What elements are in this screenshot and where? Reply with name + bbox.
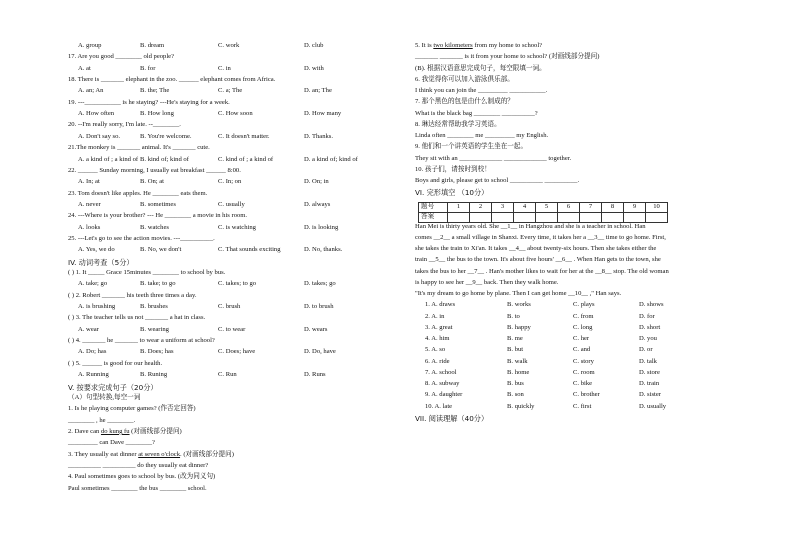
answer-option: A. at [78,64,91,72]
answer-option: B. the; The [140,87,170,95]
question-line: 21.The monkey is _______ animal. It's _______ cute. [68,144,210,152]
answer-cell[interactable] [514,212,536,222]
answer-option: A. never [78,200,101,208]
answer-option: B. Runing [140,371,168,379]
answer-option: D. On; in [304,178,329,186]
answer-option: B. but [507,346,524,354]
question-number-label: 题号 [419,202,448,212]
question-line: 19. ---___________ is he staying? ---He's staying for a week. [68,98,230,106]
section-heading: VII. 阅读理解（40分） [415,413,489,423]
answer-option: C. bike [573,380,593,388]
answer-option: D. you [639,335,657,343]
underlined-phrase: two kilometers [433,42,473,49]
question-line: ( ) 2. Robert _______ his teeth three times a day. [68,291,197,299]
question-number-cell: 2 [470,202,492,212]
question-line: 6. 我觉得你可以加入游泳俱乐部。 [415,75,514,83]
answer-cell[interactable] [580,212,602,222]
answer-option: D. short [639,323,661,331]
answer-option: D. store [639,368,660,376]
answer-option: A. group [78,42,102,49]
answer-option: B. brushes [140,303,168,311]
answer-option: B. happy [507,323,531,331]
question-line: is happy to see her __9__ back. Then they walk home. [415,278,559,286]
answer-label: 答案 [419,212,448,222]
question-number-cell: 1 [448,202,470,212]
answer-option: C. and [573,346,591,354]
answer-option: 8. A. subway [425,380,460,388]
answer-option: B. home [507,368,530,376]
answer-option: D. usually [639,402,667,410]
question-line: _______ _______ is it from your home to school? (对画线部分提问) [415,53,600,61]
answer-option: C. That sounds exciting [218,246,281,254]
question-line: I think you can join the _________ ___________. [415,87,548,94]
question-line: train __5__ the bus to the town. It's about five hours' __6__ . When Han gets to the town, she [415,256,661,264]
answer-option: B. walk [507,357,528,365]
answer-option: C. takes; to go [218,280,257,288]
answer-option: D. takes; go [304,280,336,288]
question-line: Boys and girls, please get to school __________ __________. [415,177,580,184]
answer-table [418,202,668,223]
question-line [68,452,234,459]
answer-option: B. for [140,64,156,72]
answer-option: 7. A. school [425,368,457,376]
answer-option: C. Run [218,371,237,379]
question-line: Paul sometimes ________ the bus ________ school. [68,484,207,492]
answer-option: C. work [218,42,240,49]
question-number-cell: 9 [624,202,646,212]
answer-option: D. How many [304,110,342,118]
answer-option: B. kind of; kind of [140,155,189,163]
question-number-cell: 8 [602,202,624,212]
answer-option: C. in [218,64,231,72]
question-text: from my home to school? [472,42,543,49]
answer-option: B. sometimes [140,200,176,208]
answer-option: A. Do; has [78,348,107,356]
question-line: 9. 他们和一个讲英语的学生坐在一起。 [415,143,528,151]
answer-option: C. It doesn't matter. [218,132,270,140]
question-line: ( ) 1. It _____ Grace 15minutes ________ to school by bus. [68,269,226,276]
question-line: (B). 根据汉语意思完成句子，每空限填一词。 [415,64,546,72]
answer-option: A. In; at [78,178,100,186]
answer-option: C. to wear [218,325,246,333]
answer-cell[interactable] [602,212,624,222]
answer-option: C. room [573,368,595,376]
answer-cell[interactable] [492,212,514,222]
answer-option: D. for [639,312,655,320]
question-line: takes the bus to her __7__ . Han's mother likes to wait for her at the __8__ stop. The old woman [415,267,669,275]
answer-option: C. story [573,357,594,365]
answer-option: 5. A. so [425,346,446,354]
answer-option: D. or [639,346,653,354]
question-text: 3. They usually eat dinner [68,450,139,458]
answer-option: B. Does; has [140,348,174,356]
answer-option: 6. A. ride [425,357,450,365]
answer-option: 3. A. great [425,323,453,331]
question-line: 25. ---Let's go to see the action movies. ---__________. [68,234,215,242]
question-number-cell: 3 [492,202,514,212]
question-line: ________ , he ________. [68,416,136,424]
question-line: （A）句型转换,每空一词 [68,393,141,401]
section-heading: VI. 完形填空 （10分） [415,188,489,198]
answer-option: B. take; to go [140,280,176,288]
underlined-phrase: at seven o'clock [138,450,181,458]
answer-option: D. Do, have [304,348,336,356]
section-heading: V. 按要求完成句子（20分） [68,382,158,392]
answer-option: 4. A. him [425,335,450,343]
answer-option: C. kind of ; a kind of [218,155,274,163]
question-line: 10. 孩子们，请按时到校！ [415,165,491,173]
question-line: 20. --I'm really sorry, I'm late. --________. [68,121,181,129]
answer-option: D. shows [639,301,664,309]
answer-cell[interactable] [558,212,580,222]
question-line: 17. Are you good ________ old people? [68,53,175,61]
answer-option: D. is looking [304,223,339,231]
question-line: They sit with an _____________ _____________ together. [415,154,572,162]
answer-option: D. a kind of; kind of [304,155,358,163]
answer-option: D. with [304,64,324,72]
question-line: __________ __________ do they usually eat dinner? [68,461,209,469]
question-line: comes __2__ a small village in Shanxi. Every time, it takes her a __3__ time to go home. First, [415,233,666,241]
question-line: 18. There is _______ elephant in the zoo. ______ elephant comes from Africa. [68,76,276,84]
answer-option: B. You're welcome. [140,132,192,140]
question-line: she takes the train to Xi'an. It takes __4__ about twenty-six hours. Then she takes either the [415,245,657,253]
answer-option: D. an; The [304,87,332,95]
answer-option: B. bus [507,380,524,388]
answer-option: A. is brushing [78,303,116,311]
answer-option: D. club [304,42,324,49]
answer-option: B. On; at [140,178,164,186]
answer-option: B. quickly [507,402,535,410]
answer-option: B. dream [140,42,165,49]
section-heading: IV. 动词考查（5分） [68,257,134,267]
question-text: (对画线部分提问) [129,427,182,435]
answer-option: 2. A. in [425,312,445,320]
question-number-cell: 7 [580,202,602,212]
answer-option: A. How often [78,110,115,118]
answer-option: B. No, we don't [140,246,182,254]
question-line: "It's my dream to go home by plane. Then I can get home __10__ ," Han says. [415,290,622,298]
answer-option: B. works [507,301,531,309]
question-line: Linda often ________ me _________ my English. [415,132,549,139]
question-line: 1. Is he playing computer games? (作否定回答) [68,405,196,413]
answer-option: B. me [507,335,523,343]
question-line: 22. ______ Sunday morning, I usually eat breakfast ______ 8:00. [68,166,241,174]
question-line: ( ) 4. _______ he _______ to wear a uniform at school? [68,337,215,345]
question-line: Han Mei is thirty years old. She __1__ in Hangzhou and she is a teacher in school. Han [415,222,646,230]
answer-option: 9. A. daughter [425,391,463,399]
question-text: 2. Dave can [68,427,101,435]
answer-option: A. take; go [78,280,108,288]
question-line: 23. Tom doesn't like apples. He ________ eats them. [68,189,208,197]
answer-option: C. In; on [218,178,242,186]
answer-option: D. wears [304,325,328,333]
answer-option: B. watches [140,223,169,231]
answer-cell[interactable] [470,212,492,222]
answer-option: B. son [507,391,524,399]
answer-option: D. sister [639,391,661,399]
question-text: 5. It is [415,42,434,49]
question-number-cell: 10 [646,202,668,212]
answer-option: D. train [639,380,660,388]
answer-cell[interactable] [646,212,668,222]
question-number-cell: 6 [558,202,580,212]
answer-option: D. to brush [304,303,334,311]
answer-option: C. is watching [218,223,256,231]
question-line: _________ can Dave ________? [68,439,155,447]
question-line: ( ) 5. ______ is good for our health. [68,359,163,367]
underlined-phrase: do kung fu [100,427,130,435]
answer-option: C. her [573,335,590,343]
answer-option: D. talk [639,357,657,365]
question-line: 7. 那个黑色的包是由什么制成的？ [415,98,514,106]
answer-option: C. a; The [218,87,243,95]
answer-option: C. brother [573,391,600,399]
answer-option: B. How long [140,110,174,118]
answer-option: A. an; An [78,87,104,95]
answer-option: D. No, thanks. [304,246,343,254]
answer-option: A. looks [78,223,101,231]
answer-table-header-row [419,202,668,212]
question-line: ( ) 3. The teacher tells us not _______ a hat in class. [68,314,206,322]
answer-option: D. always [304,200,331,208]
question-number-cell: 4 [514,202,536,212]
answer-option: 1. A. draws [425,301,456,309]
answer-option: A. a kind of ; a kind of [78,155,139,163]
answer-option: C. Does; have [218,348,256,356]
answer-option: C. brush [218,303,241,311]
question-line [68,429,182,436]
answer-option: B. wearing [140,325,169,333]
answer-option: C. long [573,323,593,331]
answer-option: C. first [573,402,592,410]
question-line: 24. ---Where is your brother? --- He ________ a movie in his room. [68,212,248,220]
answer-option: A. Don't say so. [78,132,121,140]
question-line: What is the black bag ________ __________? [415,109,538,117]
answer-option: D. Thanks. [304,132,333,140]
answer-option: A. wear [78,325,99,333]
answer-cell[interactable] [536,212,558,222]
answer-option: C. from [573,312,594,320]
question-text: . (对画线部分提问) [180,450,234,458]
question-number-cell: 5 [536,202,558,212]
answer-option: A. Running [78,371,109,379]
answer-option: C. usually [218,200,245,208]
question-line [415,43,542,50]
question-line: 8. 琳达经常帮助我学习英语。 [415,120,501,128]
answer-option: 10. A. late [425,402,453,410]
answer-option: B. to [507,312,520,320]
answer-table-answer-row [419,212,668,222]
answer-option: C. How soon [218,110,253,118]
answer-cell[interactable] [624,212,646,222]
answer-cell[interactable] [448,212,470,222]
answer-option: D. Runs [304,371,326,379]
answer-option: C. plays [573,301,595,309]
answer-option: A. Yes, we do [78,246,115,254]
question-line: 4. Paul sometimes goes to school by bus. (改为同义句) [68,473,216,481]
